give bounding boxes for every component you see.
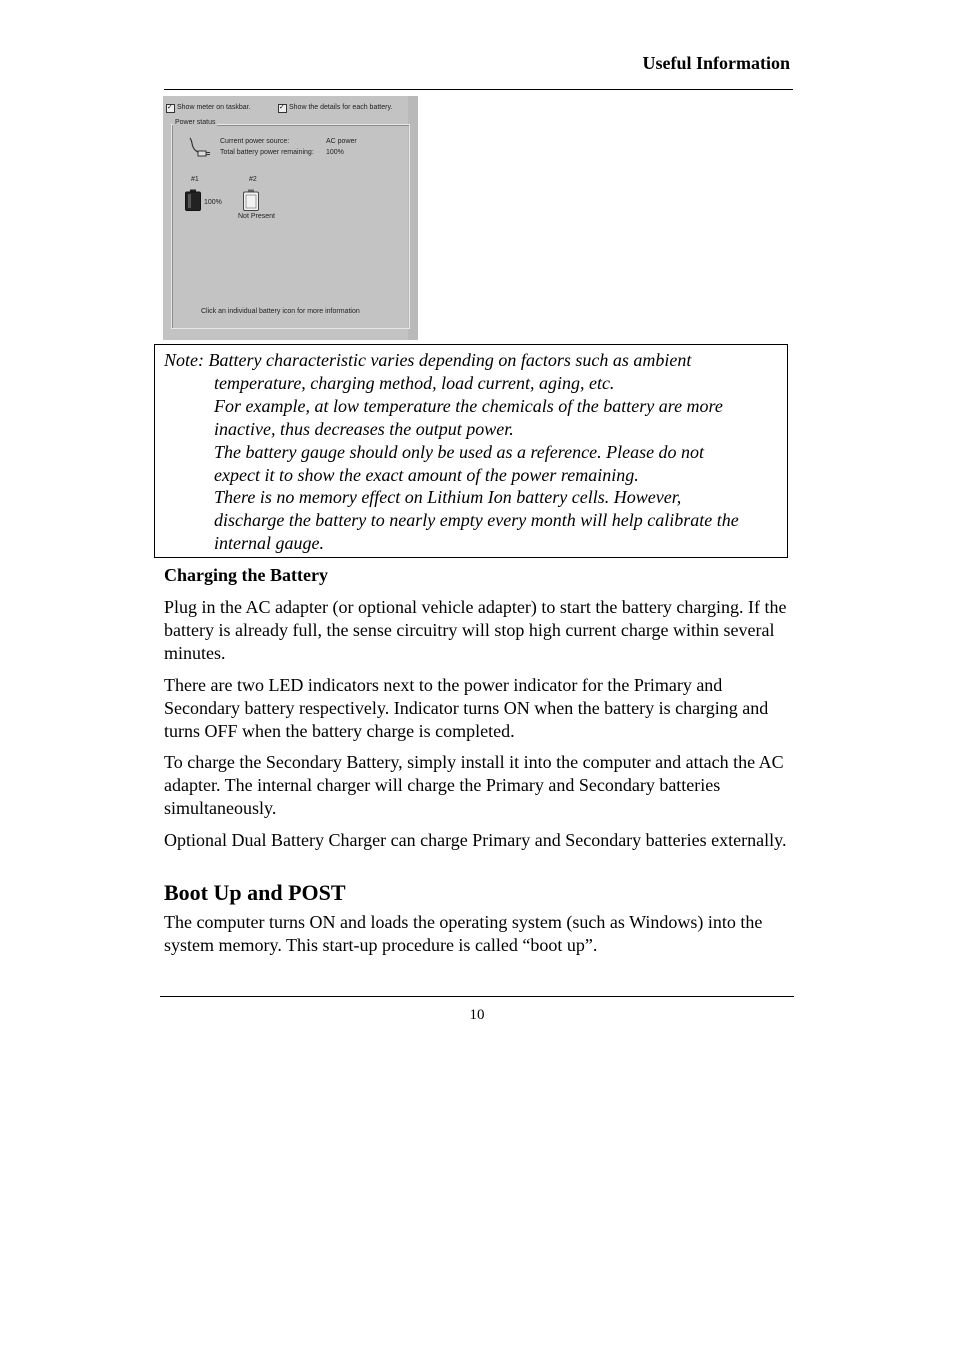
battery-full-icon[interactable] <box>185 189 201 211</box>
charging-paragraph: Optional Dual Battery Charger can charge Primary and Secondary batteries externally. <box>164 830 787 850</box>
note-line: expect it to show the exact amount of the power remaining. <box>214 465 639 485</box>
battery-1-value: 100% <box>204 199 222 206</box>
power-meter-screenshot <box>163 96 418 340</box>
note-line: inactive, thus decreases the output power. <box>214 419 514 439</box>
charging-paragraph: To charge the Secondary Battery, simply install it into the computer and attach the AC adapter. The internal charger will charge the Primary and Secondary batteries simultaneously. <box>164 752 784 818</box>
boot-paragraph: The computer turns ON and loads the operating system (such as Windows) into the system memory. This start-up procedure is called “boot up”. <box>164 912 763 955</box>
battery-remaining-label: Total battery power remaining: <box>220 149 314 156</box>
battery-empty-icon[interactable] <box>243 189 259 211</box>
details-checkbox[interactable] <box>278 104 287 113</box>
note-line: internal gauge. <box>214 533 324 553</box>
power-status-label: Power status <box>175 119 216 126</box>
charging-paragraph: There are two LED indicators next to the power indicator for the Primary and Secondary battery respectively. Indicator turns ON when the battery is charging and turns OFF when the battery charge is completed. <box>164 675 769 741</box>
charging-heading: Charging the Battery <box>164 565 328 585</box>
page-number: 10 <box>469 1007 485 1023</box>
power-plug-icon <box>187 136 211 160</box>
note-line: There is no memory effect on Lithium Ion battery cells. However, <box>214 487 682 507</box>
power-source-value: AC power <box>326 138 357 145</box>
note-line: temperature, charging method, load current, aging, etc. <box>214 373 615 393</box>
details-checkbox-label: Show the details for each battery. <box>289 104 393 111</box>
note-line: For example, at low temperature the chemicals of the battery are more <box>214 396 723 416</box>
running-header: Useful Information <box>642 53 790 73</box>
battery-2-label: #2 <box>249 176 257 183</box>
meter-checkbox[interactable] <box>166 104 175 113</box>
battery-hint: Click an individual battery icon for more information <box>201 308 360 315</box>
meter-checkbox-label: Show meter on taskbar. <box>177 104 251 111</box>
battery-1-label: #1 <box>191 176 199 183</box>
note-box <box>154 344 788 558</box>
note-line: The battery gauge should only be used as a reference. Please do not <box>214 442 705 462</box>
note-line: discharge the battery to nearly empty every month will help calibrate the <box>214 510 739 530</box>
note-line: Note: Battery characteristic varies depending on factors such as ambient <box>164 350 692 370</box>
boot-heading: Boot Up and POST <box>164 880 346 905</box>
battery-2-status: Not Present <box>238 213 275 220</box>
charging-paragraph: Plug in the AC adapter (or optional vehicle adapter) to start the battery charging. If the battery is already full, the sense circuitry will stop high current charge within several minutes. <box>164 597 787 663</box>
header-rule <box>164 89 793 90</box>
battery-remaining-value: 100% <box>326 149 344 156</box>
footer-rule <box>160 996 794 997</box>
power-source-label: Current power source: <box>220 138 290 145</box>
